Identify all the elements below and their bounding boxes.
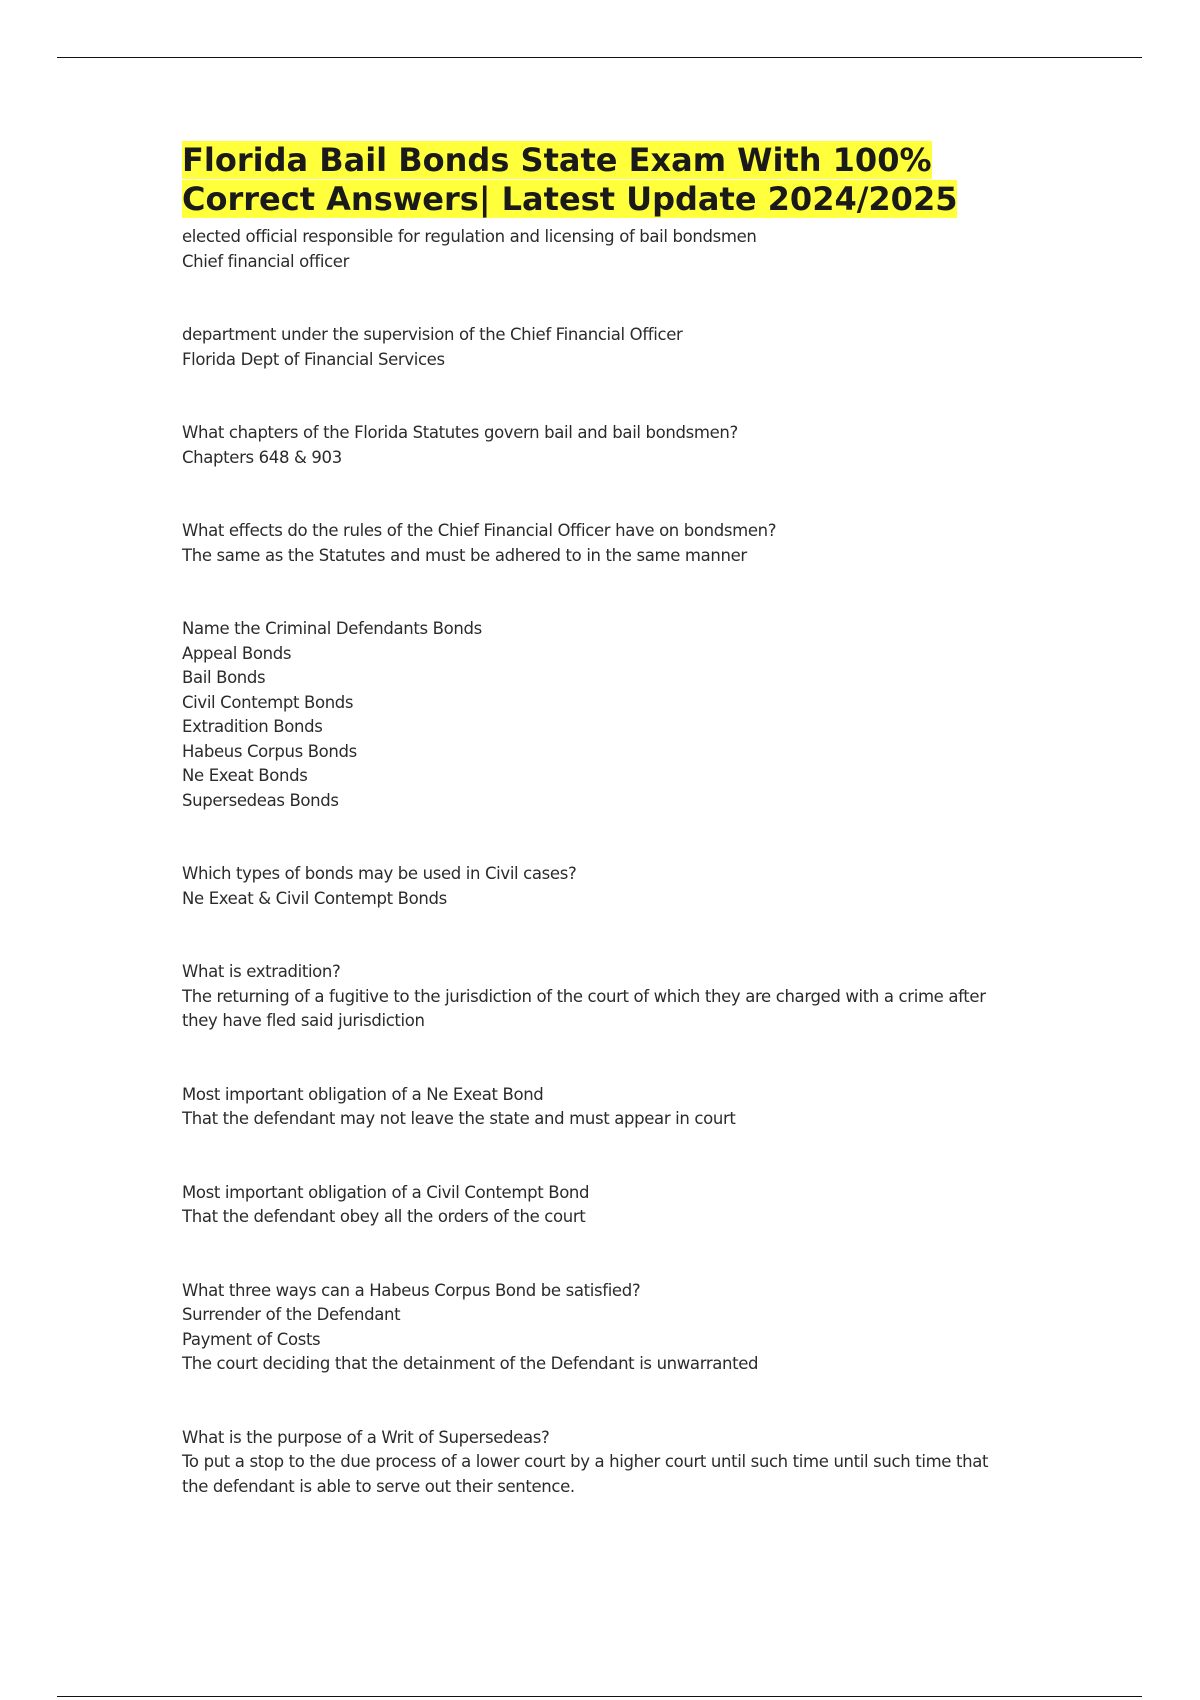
answer-text: Civil Contempt Bonds xyxy=(182,692,354,712)
qa-item xyxy=(182,323,1032,372)
question-text: What chapters of the Florida Statutes govern bail and bail bondsmen? xyxy=(182,423,738,442)
question-text: What is extradition? xyxy=(182,962,341,981)
answer-text: Extradition Bonds xyxy=(182,717,323,736)
answer-text: Florida Dept of Financial Services xyxy=(182,349,445,369)
question-text: Name the Criminal Defendants Bonds xyxy=(182,619,482,638)
question-text: Most important obligation of a Civil Contempt Bond xyxy=(182,1182,590,1202)
question-text: Which types of bonds may be used in Civil cases? xyxy=(182,864,577,883)
title-line-1: Florida Bail Bonds State Exam With 100% xyxy=(182,141,932,179)
question-text: What effects do the rules of the Chief Financial Officer have on bondsmen? xyxy=(182,521,777,540)
footer-rule xyxy=(57,1696,1142,1697)
qa-item xyxy=(182,862,1032,911)
document-title xyxy=(182,141,1032,219)
answer-text: To put a stop to the due process of a lower court by a higher court until such time until such time that xyxy=(182,1452,989,1471)
answer-text: Surrender of the Defendant xyxy=(182,1305,401,1324)
question-text: elected official responsible for regulation and licensing of bail bondsmen xyxy=(182,227,757,246)
answer-text: That the defendant obey all the orders of the court xyxy=(182,1207,586,1226)
title-line-2: Correct Answers| Latest Update 2024/2025 xyxy=(182,180,958,218)
qa-item xyxy=(182,1181,1032,1230)
answer-text: the defendant is able to serve out their sentence. xyxy=(182,1476,575,1496)
qa-item xyxy=(182,1426,1032,1500)
qa-item xyxy=(182,1083,1032,1132)
answer-text: Supersedeas Bonds xyxy=(182,790,339,810)
answer-text: Habeus Corpus Bonds xyxy=(182,741,357,761)
document-body xyxy=(182,141,1032,1499)
question-text: What is the purpose of a Writ of Supersedeas? xyxy=(182,1427,550,1447)
answer-text: Chief financial officer xyxy=(182,251,350,271)
header-rule xyxy=(57,57,1142,58)
qa-item xyxy=(182,960,1032,1034)
question-text: Most important obligation of a Ne Exeat Bond xyxy=(182,1084,544,1104)
answer-text: Chapters 648 & 903 xyxy=(182,447,342,467)
answer-text: Ne Exeat Bonds xyxy=(182,766,308,785)
answer-text: Appeal Bonds xyxy=(182,643,292,663)
answer-text: Bail Bonds xyxy=(182,668,266,687)
question-text: What three ways can a Habeus Corpus Bond be satisfied? xyxy=(182,1280,641,1300)
qa-item xyxy=(182,225,1032,274)
question-text: department under the supervision of the Chief Financial Officer xyxy=(182,325,683,344)
answer-text: Ne Exeat & Civil Contempt Bonds xyxy=(182,888,447,908)
answer-text: That the defendant may not leave the state and must appear in court xyxy=(182,1109,736,1128)
answer-text: The same as the Statutes and must be adhered to in the same manner xyxy=(182,545,747,565)
qa-item xyxy=(182,519,1032,568)
answer-text: Payment of Costs xyxy=(182,1329,321,1349)
qa-item xyxy=(182,617,1032,813)
qa-item xyxy=(182,1279,1032,1377)
answer-text: The court deciding that the detainment of the Defendant is unwarranted xyxy=(182,1354,759,1373)
answer-text: they have fled said jurisdiction xyxy=(182,1011,425,1030)
answer-text: The returning of a fugitive to the jurisdiction of the court of which they are charged with a crime after xyxy=(182,986,986,1006)
qa-item xyxy=(182,421,1032,470)
